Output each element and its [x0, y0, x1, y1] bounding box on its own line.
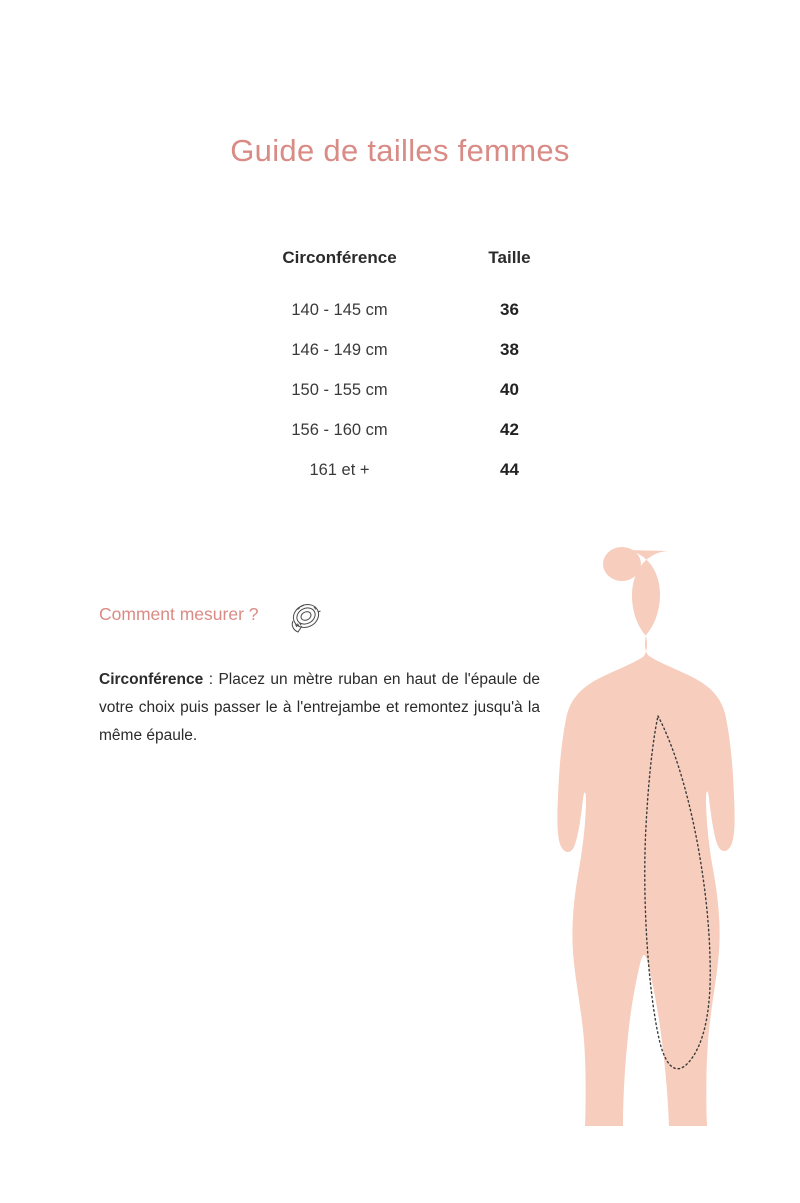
cell-circumference: 161 et + [309, 460, 370, 479]
measure-instructions-body: : Placez un mètre ruban en haut de l'épaule de votre choix puis passer le à l'entrejambe et remontez jusqu'à la même épaule. [99, 670, 540, 744]
how-to-measure-title: Comment mesurer ? [99, 603, 259, 624]
cell-circumference: 150 - 155 cm [291, 380, 388, 399]
cell-size: 44 [500, 460, 519, 479]
table-row [232, 410, 572, 450]
cell-size: 40 [500, 380, 519, 399]
column-header-circumference: Circonférence [282, 248, 397, 267]
table-row [232, 330, 572, 370]
cell-size: 38 [500, 340, 519, 359]
cell-circumference: 146 - 149 cm [291, 340, 388, 359]
table-row [232, 370, 572, 410]
measure-instructions [99, 666, 540, 750]
measure-instructions-label: Circonférence [99, 670, 204, 688]
size-guide-table [232, 248, 572, 490]
cell-circumference: 156 - 160 cm [291, 420, 388, 439]
cell-circumference: 140 - 145 cm [291, 300, 388, 319]
measuring-tape-icon [285, 594, 329, 638]
column-header-size: Taille [488, 248, 531, 267]
female-body-silhouette [480, 538, 800, 1198]
table-row [232, 450, 572, 490]
table-header-row [232, 248, 572, 290]
how-to-measure-heading-group [99, 592, 399, 636]
page-title: Guide de tailles femmes [230, 132, 570, 168]
cell-size: 42 [500, 420, 519, 439]
cell-size: 36 [500, 300, 519, 319]
table-row [232, 290, 572, 330]
